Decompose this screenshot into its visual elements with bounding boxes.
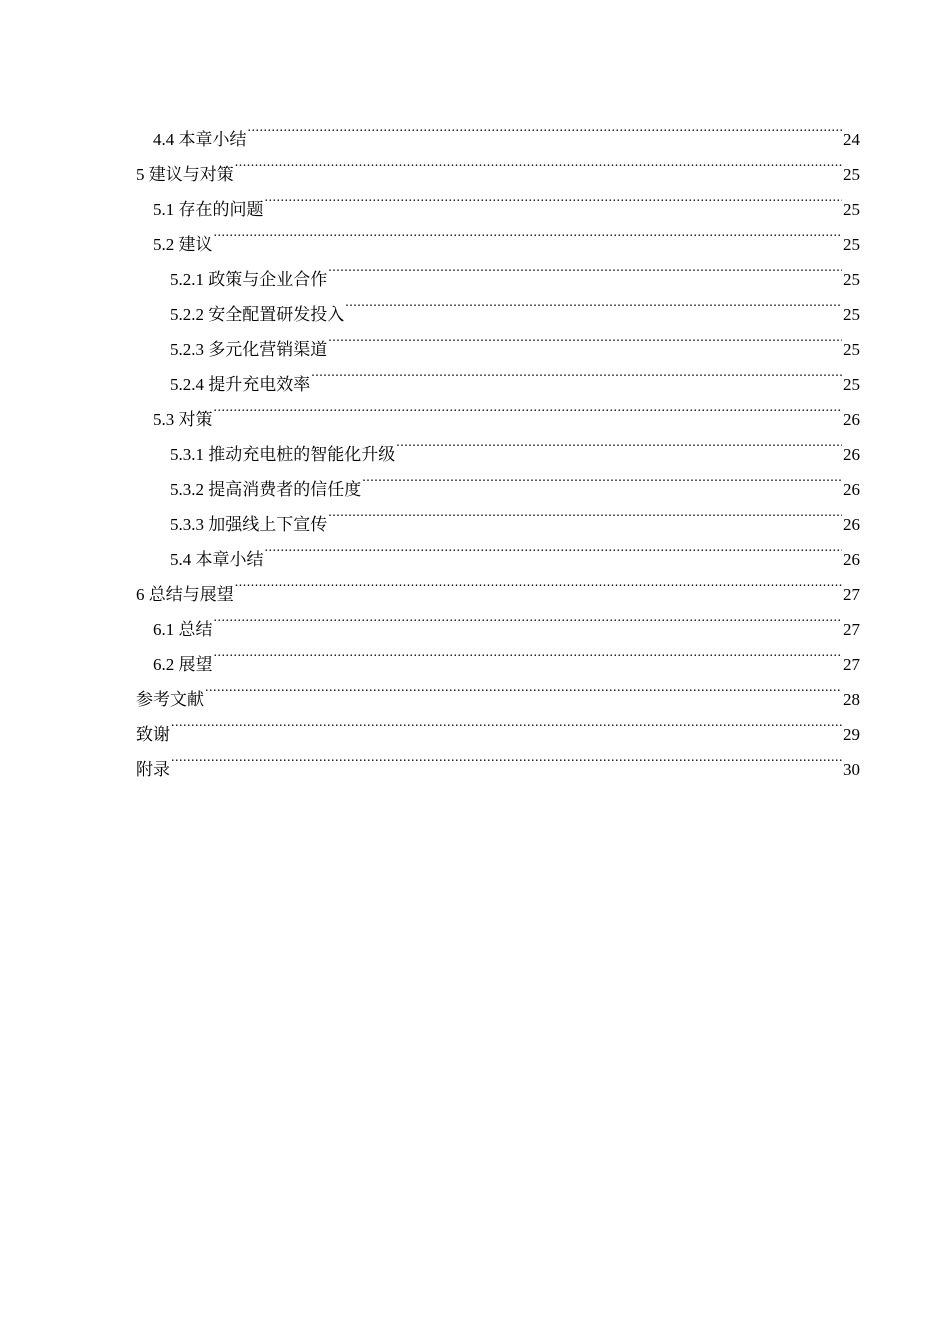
toc-page-number: 25 [843,165,860,184]
toc-page-number: 26 [843,515,860,534]
toc-dot-leader [214,390,843,425]
toc-entry-title: 附录 [136,760,170,779]
toc-entry[interactable] [136,215,860,254]
table-of-contents [136,110,860,779]
toc-entry-title: 5 建议与对策 [136,165,234,184]
toc-entry-title: 5.2.3 多元化营销渠道 [170,340,328,359]
toc-page-number: 29 [843,725,860,744]
toc-page-number: 25 [843,340,860,359]
toc-entry-title: 5.4 本章小结 [170,550,264,569]
toc-entry[interactable] [136,705,860,744]
toc-entry-title: 5.2.2 安全配置研发投入 [170,305,345,324]
toc-dot-leader [328,495,842,530]
toc-entry-title: 5.1 存在的问题 [153,200,264,219]
toc-dot-leader [214,600,843,635]
toc-page-number: 26 [843,480,860,499]
toc-entry[interactable] [136,145,860,184]
toc-entry-title: 5.2.4 提升充电效率 [170,375,311,394]
toc-page-number: 25 [843,375,860,394]
toc-entry[interactable] [136,600,860,639]
toc-entry[interactable] [136,180,860,219]
toc-entry-title: 6 总结与展望 [136,585,234,604]
toc-entry-title: 5.3.2 提高消费者的信任度 [170,480,362,499]
toc-dot-leader [235,565,842,600]
toc-entry[interactable] [136,565,860,604]
toc-dot-leader [248,110,843,145]
toc-entry-title: 致谢 [136,725,170,744]
toc-dot-leader [265,180,843,215]
toc-page-number: 28 [843,690,860,709]
toc-entry[interactable] [136,250,860,289]
toc-dot-leader [205,670,842,705]
toc-dot-leader [345,285,842,320]
toc-dot-leader [214,215,843,250]
toc-page-number: 25 [843,200,860,219]
toc-page-number: 27 [843,620,860,639]
toc-entry[interactable] [136,390,860,429]
toc-entry[interactable] [136,635,860,674]
toc-entry-title: 5.3.1 推动充电桩的智能化升级 [170,445,396,464]
toc-entry-title: 参考文献 [136,690,204,709]
toc-dot-leader [171,705,842,740]
toc-dot-leader [328,320,842,355]
toc-page-number: 26 [843,445,860,464]
toc-dot-leader [396,425,842,460]
toc-entry-title: 4.4 本章小结 [153,130,247,149]
toc-page-number: 30 [843,760,860,779]
toc-entry[interactable] [136,740,860,779]
toc-entry[interactable] [136,670,860,709]
toc-dot-leader [311,355,842,390]
toc-entry[interactable] [136,110,860,149]
toc-dot-leader [362,460,842,495]
toc-page-number: 27 [843,585,860,604]
toc-dot-leader [171,740,842,775]
toc-page-number: 25 [843,235,860,254]
toc-page-number: 26 [843,410,860,429]
toc-dot-leader [328,250,842,285]
toc-page-number: 25 [843,305,860,324]
toc-entry-title: 5.3.3 加强线上下宣传 [170,515,328,534]
toc-entry-title: 5.2.1 政策与企业合作 [170,270,328,289]
toc-page-number: 27 [843,655,860,674]
toc-dot-leader [235,145,842,180]
toc-dot-leader [214,635,843,670]
toc-entry-title: 5.2 建议 [153,235,213,254]
toc-entry-title: 6.2 展望 [153,655,213,674]
toc-entry-title: 5.3 对策 [153,410,213,429]
toc-page-number: 25 [843,270,860,289]
toc-page-number: 24 [843,130,860,149]
toc-entry[interactable] [136,425,860,464]
toc-dot-leader [265,530,843,565]
toc-entry-title: 6.1 总结 [153,620,213,639]
toc-page-number: 26 [843,550,860,569]
